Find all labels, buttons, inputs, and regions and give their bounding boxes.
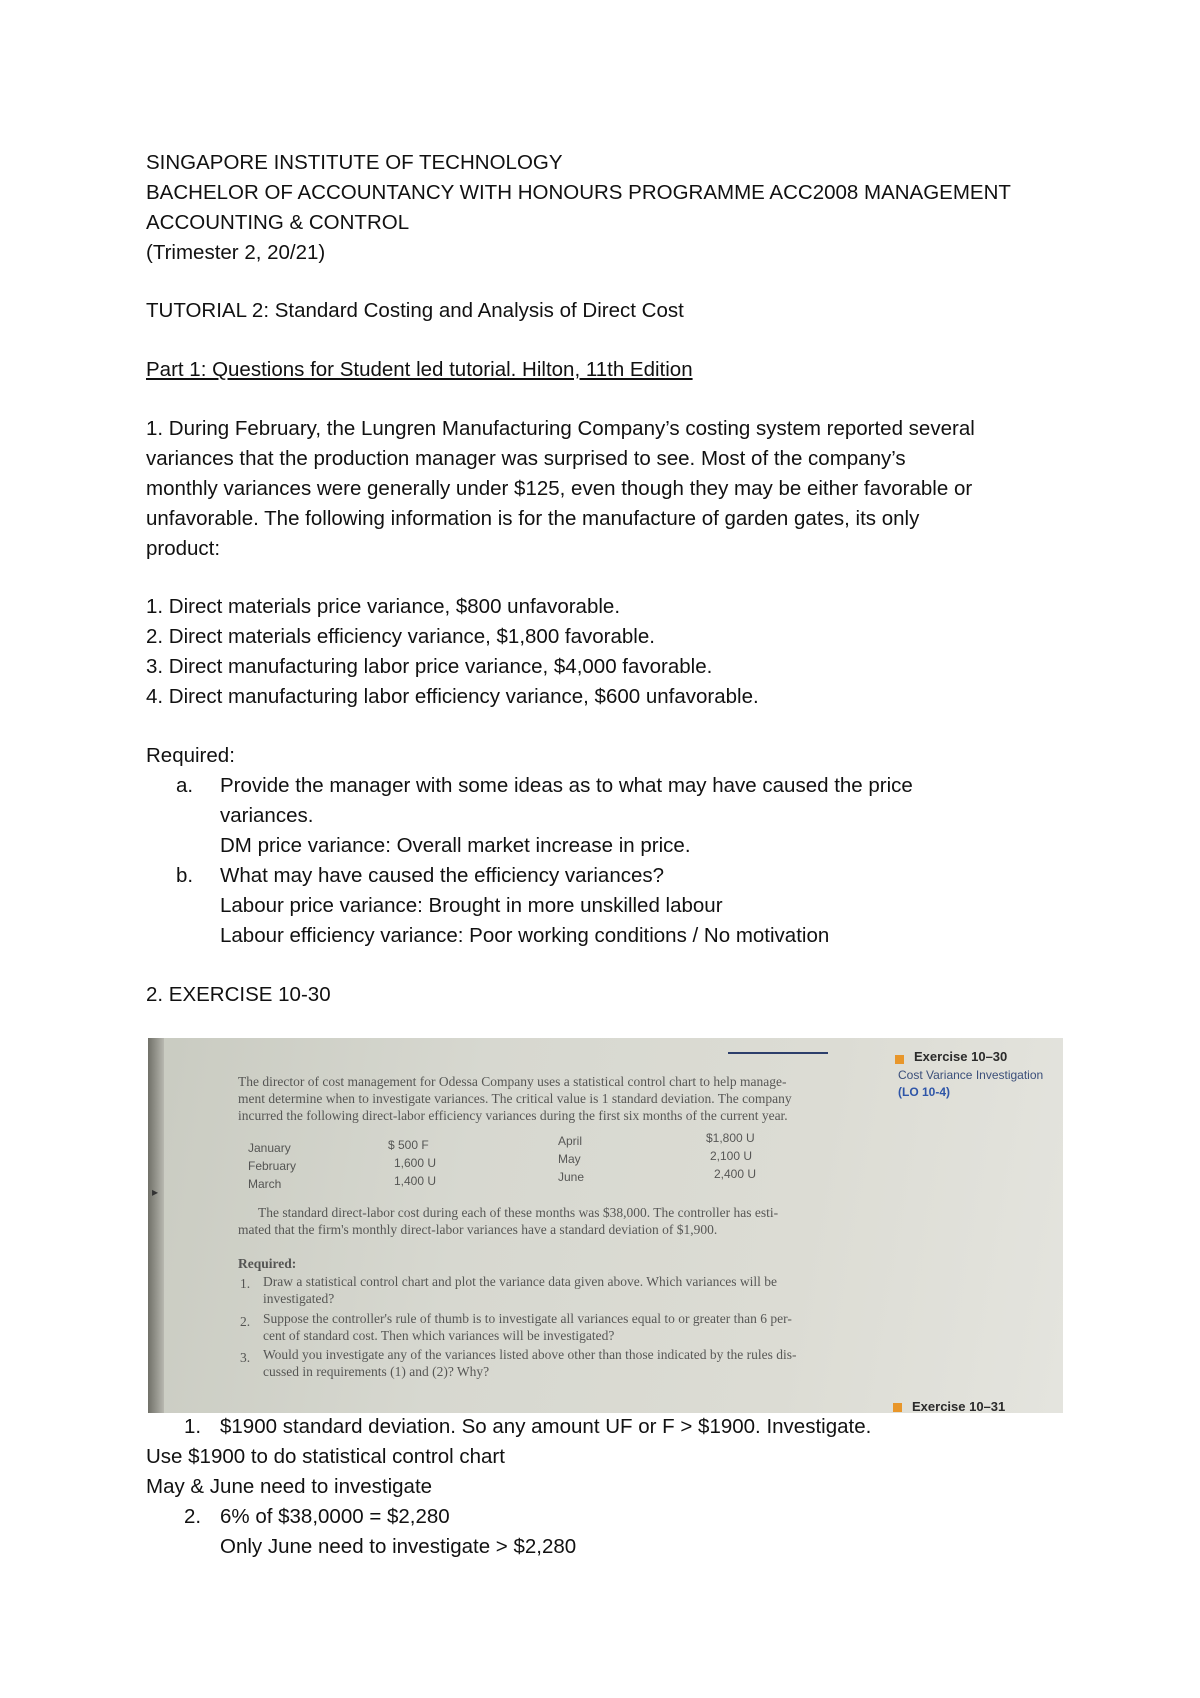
photo-intro-line: incurred the following direct-labor efficiency variances during the first six months of the current year. <box>238 1108 788 1123</box>
photo-req-line: Would you investigate any of the variances listed above other than those indicated by the rules dis- <box>263 1347 797 1362</box>
photo-req-line: Suppose the controller's rule of thumb is to investigate all variances equal to or greater than 6 per- <box>263 1311 792 1326</box>
exercise-lo: (LO 10-4) <box>898 1085 951 1099</box>
tutorial-title: TUTORIAL 2: Standard Costing and Analysis of Direct Cost <box>146 299 684 322</box>
photo-std-cost-line: The standard direct-labor cost during each of these months was $38,000. The controller has esti- <box>258 1205 779 1220</box>
part1-heading: Part 1: Questions for Student led tutorial. Hilton, 11th Edition <box>146 358 693 381</box>
answer-1-num: 1. <box>184 1415 202 1438</box>
photo-req-num: 1. <box>240 1276 251 1291</box>
answer-1-text: $1900 standard deviation. So any amount UF or F > $1900. Investigate. <box>220 1415 872 1438</box>
q2-heading: 2. EXERCISE 10-30 <box>146 983 331 1006</box>
month-label: March <box>248 1177 282 1191</box>
month-label: May <box>558 1152 581 1166</box>
month-value: $1,800 U <box>706 1131 755 1145</box>
q1-paragraph-line: monthly variances were generally under $125, even though they may be either favorable or <box>146 477 973 500</box>
answer-2-sub: Only June need to investigate > $2,280 <box>220 1535 577 1558</box>
answer-a: DM price variance: Overall market increase in price. <box>220 834 691 857</box>
next-exercise: Exercise 10–31 <box>912 1399 1006 1413</box>
variance-item: 3. Direct manufacturing labor price variance, $4,000 favorable. <box>146 655 713 678</box>
term: (Trimester 2, 20/21) <box>146 241 326 264</box>
month-value: 2,400 U <box>714 1167 757 1181</box>
photo-req-line: cent of standard cost. Then which variances will be investigated? <box>263 1328 615 1343</box>
divider <box>728 1052 828 1054</box>
photo-req-line: Draw a statistical control chart and plot the variance data given above. Which variances will be <box>263 1274 778 1289</box>
photo-req-line: investigated? <box>263 1291 335 1306</box>
q1-paragraph-line: variances that the production manager was surprised to see. Most of the company’s <box>146 447 906 470</box>
q1-paragraph-line: unfavorable. The following information is for the manufacture of garden gates, its only <box>146 507 920 530</box>
answer-b: Labour price variance: Brought in more unskilled labour <box>220 894 723 917</box>
q1-paragraph-line: 1. During February, the Lungren Manufacturing Company’s costing system reported several <box>146 417 975 440</box>
required-a-text: Provide the manager with some ideas as to what may have caused the price <box>220 774 913 797</box>
answer-line: May & June need to investigate <box>146 1475 433 1498</box>
book-binding <box>148 1038 164 1413</box>
institute-name: SINGAPORE INSTITUTE OF TECHNOLOGY <box>146 151 563 174</box>
required-label: Required: <box>146 744 235 767</box>
exercise-photo <box>148 1038 1063 1413</box>
month-value: 1,600 U <box>394 1156 437 1170</box>
answer-2-text: 6% of $38,0000 = $2,280 <box>220 1505 450 1528</box>
photo-req-num: 2. <box>240 1314 251 1329</box>
required-a-text: variances. <box>220 804 314 827</box>
required-b-text: What may have caused the efficiency variances? <box>220 864 665 887</box>
photo-required-label: Required: <box>238 1256 297 1271</box>
month-label: January <box>248 1141 291 1155</box>
q1-paragraph-line: product: <box>146 537 221 560</box>
photo-intro-line: The director of cost management for Odessa Company uses a statistical control chart to help manage- <box>238 1074 787 1089</box>
month-label: June <box>558 1170 585 1184</box>
arrow-icon: ▸ <box>152 1185 159 1199</box>
photo-req-num: 3. <box>240 1350 251 1365</box>
month-value: 2,100 U <box>710 1149 753 1163</box>
list-marker-a: a. <box>176 774 194 797</box>
month-label: February <box>248 1159 297 1173</box>
answer-2-num: 2. <box>184 1505 202 1528</box>
variance-item: 1. Direct materials price variance, $800 unfavorable. <box>146 595 621 618</box>
list-marker-b: b. <box>176 864 194 887</box>
programme-line-2: ACCOUNTING & CONTROL <box>146 211 410 234</box>
exercise-topic: Cost Variance Investigation <box>898 1068 1044 1082</box>
answer-b: Labour efficiency variance: Poor working conditions / No motivation <box>220 924 830 947</box>
month-label: April <box>558 1134 583 1148</box>
answer-line: Use $1900 to do statistical control chart <box>146 1445 505 1468</box>
variance-item: 4. Direct manufacturing labor efficiency variance, $600 unfavorable. <box>146 685 759 708</box>
exercise-marker-icon <box>893 1403 902 1412</box>
programme-line-1: BACHELOR OF ACCOUNTANCY WITH HONOURS PROGRAMME ACC2008 MANAGEMENT <box>146 181 1011 204</box>
variance-item: 2. Direct materials efficiency variance, $1,800 favorable. <box>146 625 655 648</box>
photo-std-cost-line: mated that the firm's monthly direct-labor variances have a standard deviation of $1,900. <box>238 1222 718 1237</box>
month-value: $ 500 F <box>388 1138 429 1152</box>
exercise-title: Exercise 10–30 <box>914 1049 1008 1064</box>
month-value: 1,400 U <box>394 1174 437 1188</box>
photo-intro-line: ment determine when to investigate variances. The critical value is 1 standard deviation. The company <box>238 1091 792 1106</box>
exercise-marker-icon <box>895 1055 904 1064</box>
photo-req-line: cussed in requirements (1) and (2)? Why? <box>263 1364 490 1379</box>
